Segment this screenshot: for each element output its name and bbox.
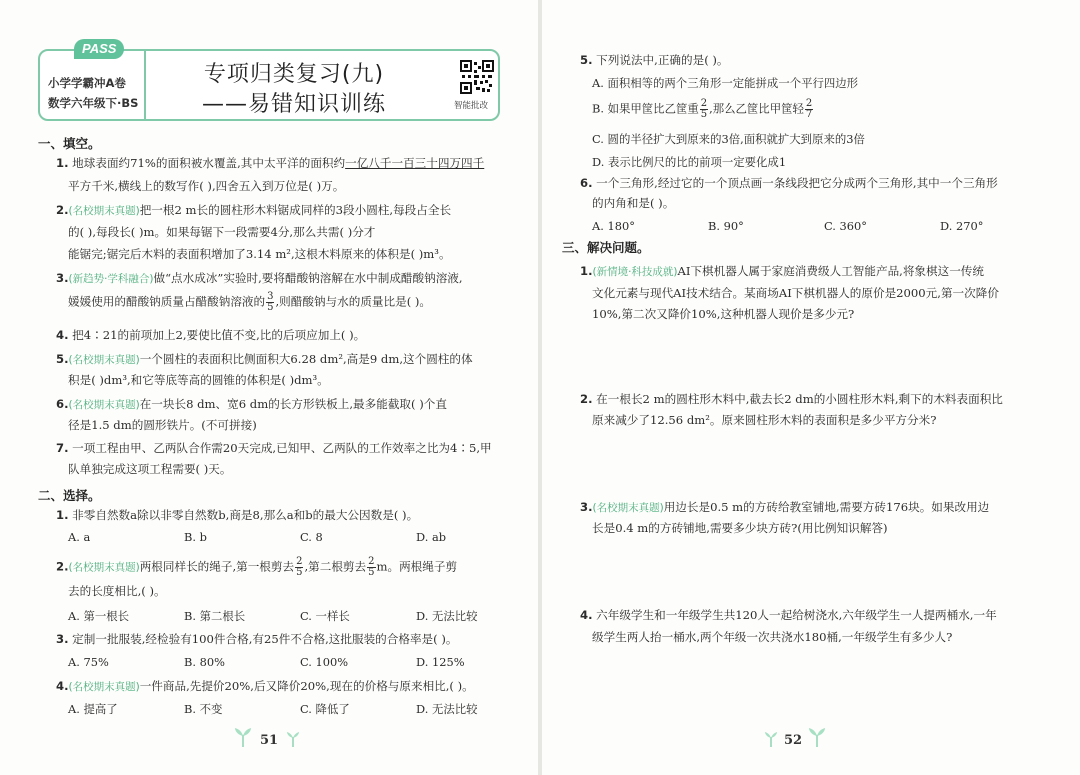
problem-q2-line1: 2. 在一根长2 m的圆柱形木料中,截去长2 dm的小圆柱形木料,剩下的木料表面积比 (580, 392, 1003, 406)
choice-q5-option-a[interactable]: A. 面积相等的两个三角形一定能拼成一个平行四边形 (592, 76, 859, 90)
choice-q2-option-c[interactable]: C. 一样长 (300, 609, 350, 623)
fill-q5-line1: 5.(名校期末真题)一个圆柱的表面积比侧面积大6.28 dm²,高是9 dm,这个圆柱的体 (56, 352, 473, 366)
fill-q3-line1: 3.(新趋势·学科融合)做“点水成冰”实验时,要将醋酸钠溶解在水中制成醋酸钠溶液, (56, 271, 463, 285)
fill-q3-line2: 媛媛使用的醋酸钠质量占醋酸钠溶液的 $\frac{3}{5}$ ,则醋酸钠与水的质量比是( )。 (68, 291, 432, 313)
worksheet-subtitle: ——易错知识训练 (201, 92, 386, 117)
problem-q2-line2: 原来减少了12.56 dm²。原来圆柱形木料的表面积是多少平方分米? (592, 413, 937, 427)
fill-q7-line2: 队单独完成这项工程需要( )天。 (68, 462, 232, 476)
section-problems-heading: 三、解决问题。 (562, 240, 650, 255)
worksheet-title: 专项归类复习(九) (203, 62, 385, 87)
fill-q4: 4. 把4∶21的前项加上2,要使比值不变,比的后项应加上( )。 (56, 328, 366, 342)
choice-q1-option-a[interactable]: A. a (68, 530, 91, 544)
problem-q4-line1: 4. 六年级学生和一年级学生共120人一起给树浇水,六年级学生一人提两桶水,一年 (580, 608, 997, 622)
choice-q3-option-d[interactable]: D. 125% (416, 655, 465, 669)
choice-q1: 1. 非零自然数a除以非零自然数b,商是8,那么a和b的最大公因数是( )。 (56, 508, 419, 522)
fill-q1-line2: 平方千米,横线上的数写作( ),四舍五入到万位是( )万。 (68, 179, 345, 193)
fill-q1-line1: 1. 地球表面约71%的面积被水覆盖,其中太平洋的面积约一亿八千一百三十四万四千 (56, 156, 485, 170)
worksheet-header (38, 41, 500, 121)
problem-q1-line2: 文化元素与现代AI技术结合。某商场AI下棋机器人的原价是2000元,第一次降价 (592, 286, 999, 300)
fill-q7-line1: 7. 一项工程由甲、乙两队合作需20天完成,已知甲、乙两队的工作效率之比为4∶5,甲 (56, 441, 492, 455)
choice-q3-option-c[interactable]: C. 100% (300, 655, 349, 669)
choice-q6-option-d[interactable]: D. 270° (940, 219, 984, 233)
sprout-icon (232, 726, 254, 748)
choice-q4: 4.(名校期末真题)一件商品,先提价20%,后又降价20%,现在的价格与原来相比,( )。 (56, 679, 474, 693)
section-fill-heading: 一、填空。 (38, 136, 101, 151)
choice-q4-option-c[interactable]: C. 降低了 (300, 702, 350, 716)
problem-q4-line2: 级学生两人抬一桶水,两个年级一次共浇水180桶,一年级学生有多少人? (592, 630, 953, 644)
fill-q2-line3: 能锯完;锯完后木料的表面积增加了3.14 m²,这根木料原来的体积是( )m³。 (68, 247, 451, 261)
choice-q2-option-a[interactable]: A. 第一根长 (68, 609, 130, 623)
fraction: $\frac{2}{5}$ (700, 98, 708, 120)
choice-q4-option-b[interactable]: B. 不变 (184, 702, 223, 716)
qr-code-icon[interactable] (460, 60, 494, 94)
series-name: 小学学霸冲A卷 (48, 76, 126, 90)
fill-q2-line2: 的( ),每段长( )m。如果每锯下一段需要4分,那么共需( )分才 (68, 225, 376, 239)
fraction: $\frac{2}{5}$ (296, 556, 303, 578)
problem-q1-line1: 1.(新情境·科技成就)AI下棋机器人属于家庭消费级人工智能产品,将象棋这一传统 (580, 264, 984, 278)
choice-q6-option-b[interactable]: B. 90° (708, 219, 744, 233)
fill-q6-line2: 径是1.5 dm的圆形铁片。(不可拼接) (68, 418, 257, 432)
page-51 (0, 0, 538, 775)
problem-q3-line1: 3.(名校期末真题)用边长是0.5 m的方砖给教室铺地,需要方砖176块。如果改用边 (580, 500, 990, 514)
choice-q1-option-d[interactable]: D. ab (416, 530, 447, 544)
sprout-icon (760, 726, 782, 748)
choice-q3-option-a[interactable]: A. 75% (68, 655, 109, 669)
choice-q1-option-c[interactable]: C. 8 (300, 530, 323, 544)
choice-q6-option-c[interactable]: C. 360° (824, 219, 867, 233)
choice-q4-option-a[interactable]: A. 提高了 (68, 702, 118, 716)
choice-q5-option-b[interactable]: B. 如果甲筐比乙筐重 $\frac{2}{5}$ ,那么乙筐比甲筐轻 $\frac{2}{7}$ (592, 98, 813, 120)
choice-q1-option-b[interactable]: B. b (184, 530, 207, 544)
fraction: $\frac{3}{5}$ (267, 291, 274, 313)
fraction: $\frac{2}{5}$ (368, 556, 375, 578)
choice-q5-option-c[interactable]: C. 圆的半径扩大到原来的3倍,面积就扩大到原来的3倍 (592, 132, 865, 146)
pass-logo: PASS (74, 39, 124, 59)
fraction: $\frac{2}{7}$ (805, 98, 813, 120)
choice-q2-line1: 2.(名校期末真题)两根同样长的绳子,第一根剪去 $\frac{2}{5}$ ,第二根剪去 $\frac{2}{5}$ m。两根绳子剪 (56, 556, 458, 578)
section-choice-heading: 二、选择。 (38, 488, 101, 503)
choice-q2-option-b[interactable]: B. 第二根长 (184, 609, 246, 623)
choice-q6-line2: 的内角和是( )。 (592, 196, 675, 210)
page-52 (542, 0, 1080, 775)
choice-q2-line2: 去的长度相比,( )。 (68, 584, 166, 598)
book-name: 数学六年级下·BS (48, 96, 139, 110)
page-number: 51 (260, 733, 279, 748)
qr-caption: 智能批改 (454, 101, 489, 111)
page-number: 52 (784, 733, 803, 748)
choice-q6-option-a[interactable]: A. 180° (592, 219, 635, 233)
choice-q5-option-d[interactable]: D. 表示比例尺的比的前项一定要化成1 (592, 155, 787, 169)
sprout-icon (282, 726, 304, 748)
choice-q5: 5. 下列说法中,正确的是( )。 (580, 53, 729, 67)
choice-q4-option-d[interactable]: D. 无法比较 (416, 702, 478, 716)
problem-q3-line2: 长是0.4 m的方砖铺地,需要多少块方砖?(用比例知识解答) (592, 521, 888, 535)
fill-q5-line2: 积是( )dm³,和它等底等高的圆锥的体积是( )dm³。 (68, 373, 329, 387)
problem-q1-line3: 10%,第二次又降价10%,这种机器人现价是多少元? (592, 307, 855, 321)
fill-q2-line1: 2.(名校期末真题)把一根2 m长的圆柱形木料锯成同样的3段小圆柱,每段占全长 (56, 203, 452, 217)
fill-q6-line1: 6.(名校期末真题)在一块长8 dm、宽6 dm的长方形铁板上,最多能截取( )个直 (56, 397, 447, 411)
choice-q3: 3. 定制一批服装,经检验有100件合格,有25件不合格,这批服装的合格率是( )。 (56, 632, 458, 646)
choice-q3-option-b[interactable]: B. 80% (184, 655, 225, 669)
sprout-icon (806, 726, 828, 748)
header-series-box (40, 41, 146, 119)
choice-q2-option-d[interactable]: D. 无法比较 (416, 609, 478, 623)
choice-q6-line1: 6. 一个三角形,经过它的一个顶点画一条线段把它分成两个三角形,其中一个三角形 (580, 176, 998, 190)
